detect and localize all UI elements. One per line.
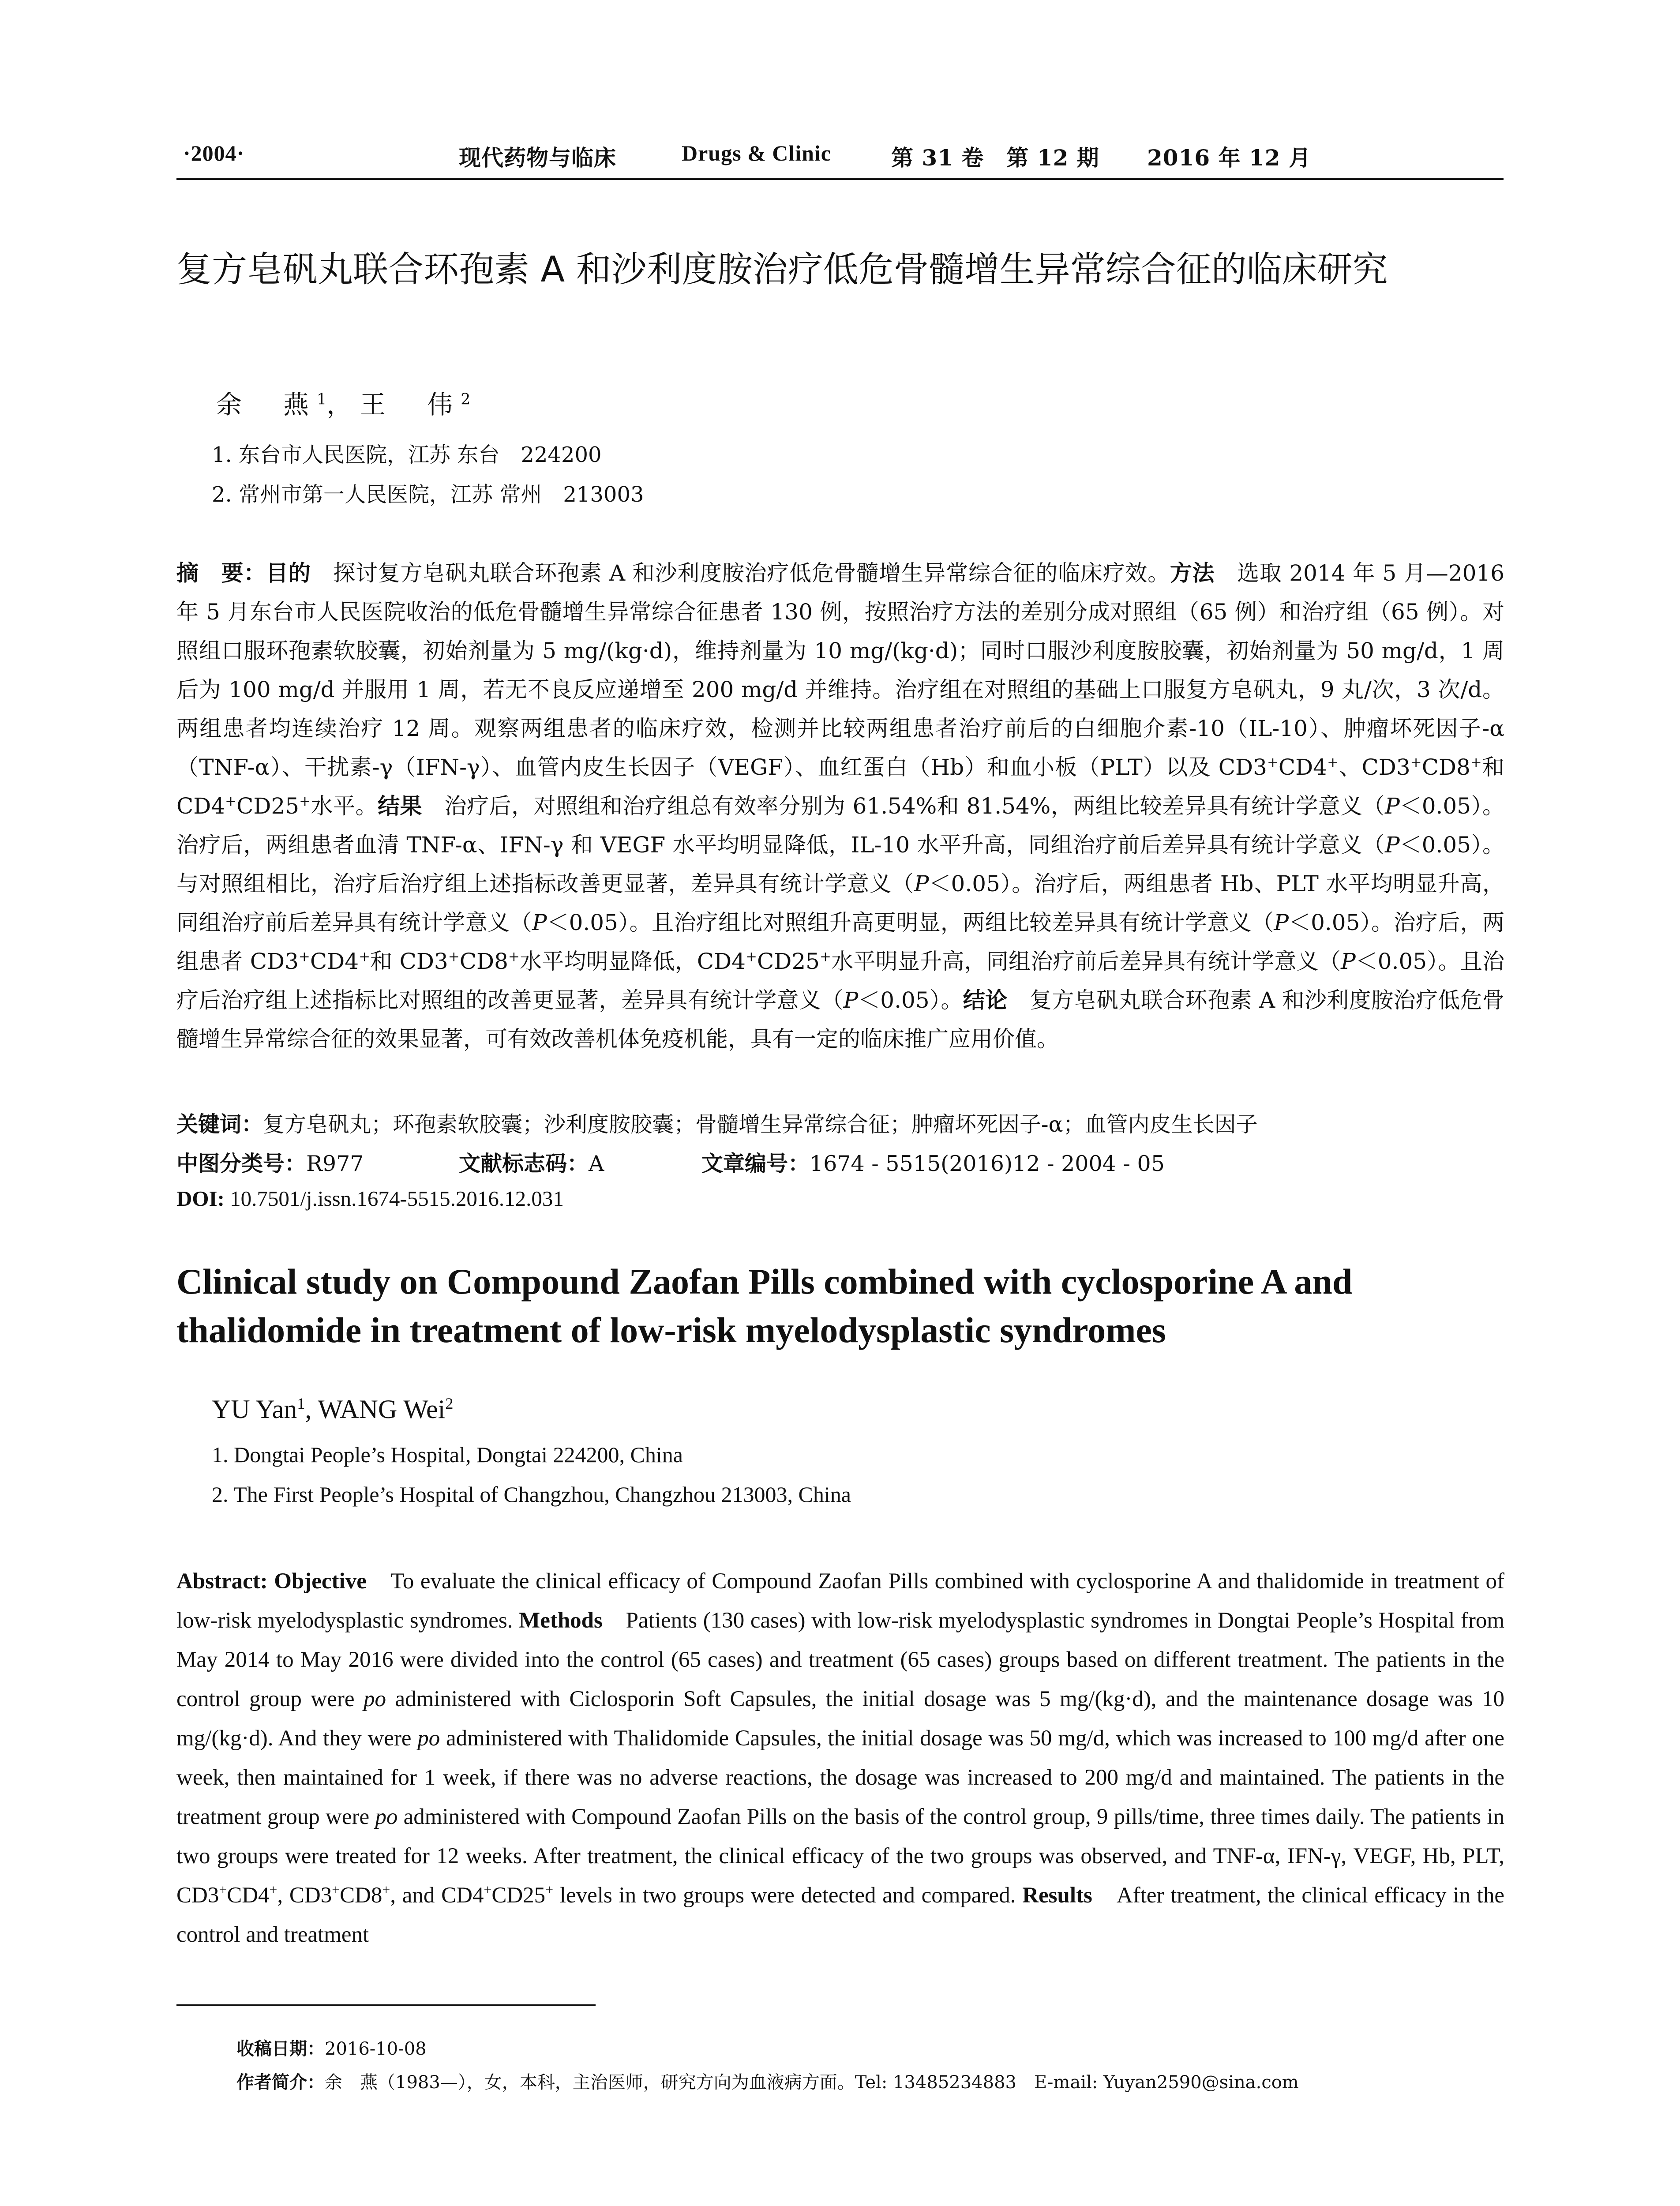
- superscript: +: [1327, 754, 1339, 771]
- superscript: +: [269, 1882, 278, 1898]
- cn-results-text: 水平均明显降低，CD4: [519, 949, 746, 974]
- cn-methods-text: CD8: [1421, 754, 1470, 780]
- en-methods-text: CD25: [491, 1883, 546, 1908]
- cn-results-text: ＜0.05）。且治疗组比对照组升高更明显，两组比较差异具有统计学意义（: [547, 910, 1274, 935]
- cn-affiliation-2: 2. 常州市第一人民医院，江苏 常州 213003: [212, 482, 644, 507]
- cn-results-text: ＜0.05）。与对照组相比，治疗后治疗组上述指标改善更显著，差异具有统计学意义（: [176, 832, 1505, 897]
- superscript: +: [508, 949, 520, 965]
- cn-author-2: 王 伟: [360, 390, 461, 420]
- superscript: +: [1267, 754, 1279, 771]
- en-methods-text: administered with Ciclosporin Soft Capsules, the initial dosage was 5 mg/(kg·d), and the maintenance dosage was 10 mg/(kg·d). And they were: [176, 1687, 1505, 1751]
- p-value-symbol: P: [914, 871, 929, 897]
- en-affiliation-1: 1. Dongtai People’s Hospital, Dongtai 224200, China: [212, 1442, 683, 1467]
- doi-value: 10.7501/j.issn.1674-5515.2016.12.031: [230, 1186, 564, 1211]
- en-methods-text: administered with Thalidomide Capsules, the initial dosage was 50 mg/d, which was increased to 100 mg/d after one week, then maintained for 1 week, if there was no adverse reactions, the dosage was increased to 200 mg/d and maintained. The patients in the treatment group were: [176, 1726, 1505, 1829]
- superscript: +: [299, 793, 311, 810]
- en-objective: To evaluate the clinical efficacy of Compound Zaofan Pills combined with cyclosporine A and thalidomide in treatment of low-risk myelodysplastic syndromes.: [176, 1569, 1504, 1633]
- cn-results-text: 水平明显升高，同组治疗前后差异具有统计学意义（: [831, 949, 1341, 974]
- en-affiliation-2: 2. The First People’s Hospital of Changzhou, Changzhou 213003, China: [212, 1482, 851, 1507]
- cn-methods-text: CD25: [236, 793, 300, 819]
- cn-objective: 探讨复方皂矾丸联合环孢素 A 和沙利度胺治疗低危骨髓增生异常综合征的临床疗效。: [311, 560, 1170, 586]
- cn-methods-label: 方法: [1170, 560, 1215, 586]
- cn-methods-text: CD4: [1278, 754, 1328, 780]
- superscript: +: [382, 1882, 390, 1898]
- author-bio-label: 作者简介：: [236, 2072, 325, 2093]
- en-author-1-affil: 1: [297, 1395, 305, 1412]
- cn-results-text: CD8: [459, 949, 508, 974]
- article-number-value: 1674 - 5515(2016)12 - 2004 - 05: [810, 1151, 1165, 1176]
- po-abbrev: po: [375, 1805, 398, 1829]
- article-number-label: 文章编号：: [701, 1151, 810, 1176]
- superscript: +: [298, 949, 310, 965]
- clc-value: R977: [306, 1151, 364, 1176]
- cn-objective-label: 目的: [266, 560, 311, 586]
- cn-conclusion-label: 结论: [963, 987, 1008, 1013]
- cn-author-1: 余 燕: [216, 390, 317, 420]
- header-rule: [176, 178, 1504, 180]
- doc-code-value: A: [589, 1151, 604, 1176]
- p-value-symbol: P: [1385, 832, 1400, 858]
- cn-keywords-text: 复方皂矾丸；环孢素软胶囊；沙利度胺胶囊；骨髓增生异常综合征；肿瘤坏死因子-α；血管内皮生长因子: [263, 1112, 1258, 1137]
- footnote-rule: [176, 2004, 596, 2006]
- p-value-symbol: P: [1341, 949, 1356, 974]
- superscript: +: [359, 949, 371, 965]
- cn-results-text: ＜0.05）。治疗后，两组患者血清 TNF-α、IFN-γ 和 VEGF 水平均明显降低，IL-10 水平升高，同组治疗前后差异具有统计学意义（: [176, 793, 1505, 858]
- en-authors: [212, 1394, 453, 1425]
- en-results-label: Results: [1022, 1883, 1092, 1908]
- cn-abstract-label: 摘 要：: [176, 560, 266, 586]
- superscript: +: [448, 949, 460, 965]
- en-methods-text: Patients (130 cases) with low-risk myelodysplastic syndromes in Dongtai People’s Hospital from May 2014 to May 2016 were divided into the control (65 cases) and treatment (65 cases) groups based on different treatment. The patients in the control group were: [176, 1608, 1504, 1711]
- doi: [176, 1186, 564, 1211]
- superscript: +: [1470, 754, 1482, 771]
- author-bio-text: 余 燕（1983—），女，本科，主治医师，研究方向为血液病方面。Tel: 13485234883 E-mail: Yuyan2590@sina.com: [325, 2072, 1299, 2093]
- en-author-sep: ,: [305, 1395, 318, 1424]
- en-author-1: YU Yan: [212, 1395, 297, 1424]
- en-author-2-affil: 2: [445, 1395, 454, 1412]
- en-abstract: [176, 1562, 1504, 1955]
- p-value-symbol: P: [843, 987, 859, 1013]
- cn-title: 复方皂矾丸联合环孢素 A 和沙利度胺治疗低危骨髓增生异常综合征的临床研究: [176, 249, 1388, 290]
- superscript: +: [745, 949, 757, 965]
- page-number: ·2004·: [183, 141, 245, 165]
- superscript: +: [545, 1882, 554, 1898]
- cn-classification: [176, 1147, 364, 1178]
- cn-results-text: 治疗后，对照组和治疗组总有效率分别为 61.54%和 81.54%，两组比较差异具有统计学意义（: [422, 793, 1385, 819]
- superscript: +: [1410, 754, 1422, 771]
- cn-results-text: ＜0.05）。: [858, 987, 963, 1013]
- po-abbrev: po: [417, 1726, 440, 1751]
- cn-methods-text: 和 CD4: [176, 754, 1505, 819]
- en-methods-text: CD8: [340, 1883, 382, 1908]
- en-methods-text: CD4: [227, 1883, 270, 1908]
- cn-results-text: 和 CD3: [370, 949, 448, 974]
- cn-author-2-affil: 2: [461, 390, 471, 409]
- issue-date: 2016 年 12 月: [1147, 145, 1311, 171]
- journal-name-cn: 现代药物与临床: [459, 145, 616, 171]
- en-methods-text: , CD3: [277, 1883, 332, 1908]
- journal-name-en: Drugs & Clinic: [682, 141, 831, 165]
- en-abstract-label: Abstract: Objective: [176, 1569, 367, 1594]
- cn-conclusion: 复方皂矾丸联合环孢素 A 和沙利度胺治疗低危骨髓增生异常综合征的效果显著，可有效改善机体免疫机能，具有一定的临床推广应用价值。: [176, 987, 1505, 1052]
- cn-authors: [216, 384, 470, 421]
- received-date: [236, 2035, 427, 2060]
- cn-article-number: [701, 1147, 1165, 1178]
- en-results-text: After treatment, the clinical efficacy in the control and treatment: [176, 1883, 1504, 1947]
- en-methods-label: Methods: [519, 1608, 603, 1633]
- en-title: Clinical study on Compound Zaofan Pills combined with cyclosporine A and thalidomide in treatment of low-risk myelodysplastic syndromes: [176, 1261, 1353, 1350]
- received-label: 收稿日期：: [236, 2039, 325, 2059]
- clc-label: 中图分类号：: [176, 1151, 307, 1176]
- p-value-symbol: P: [1385, 793, 1400, 819]
- cn-doc-code: [459, 1147, 604, 1178]
- cn-keywords-label: 关键词：: [176, 1112, 263, 1137]
- cn-author-sep: ，: [326, 390, 360, 420]
- cn-methods-text: 、CD3: [1339, 754, 1410, 780]
- en-methods-text: administered with Compound Zaofan Pills on the basis of the control group, 9 pills/time, three times daily. The patients in two groups were treated for 12 weeks. After treatment, the clinical efficacy of the two groups was observed, and TNF-α, IFN-γ, VEGF, Hb, PLT, CD3: [176, 1805, 1504, 1908]
- p-value-symbol: P: [1274, 910, 1289, 935]
- superscript: +: [332, 1882, 340, 1898]
- cn-methods-text: 选取 2014 年 5 月—2016 年 5 月东台市人民医院收治的低危骨髓增生异常综合征患者 130 例，按照治疗方法的差别分成对照组（65 例）和治疗组（65 例）。对照组口服环孢素软胶囊，初始剂量为 5 mg/(kg·d)，维持剂量为 10 mg/(kg·d)；同时口服沙利度胺胶囊，初始剂量为 50 mg/d，1 周后为 100 mg/d 并服用 1 周，若无不良反应递增至 200 mg/d 并维持。治疗组在对照组的基础上口服复方皂矾丸，9 丸/次，3 次/d。两组患者均连续治疗 12 周。观察两组患者的临床疗效，检测并比较两组患者治疗前后的白细胞介素-10（IL-10）、肿瘤坏死因子-α（TNF-α）、干扰素-γ（IFN-γ）、血管内皮生长因子（VEGF）、血红蛋白（Hb）和血小板（PLT）以及 CD3: [176, 560, 1505, 780]
- superscript: +: [484, 1882, 492, 1898]
- cn-results-text: ＜0.05）。治疗后，两组患者 CD3: [176, 910, 1505, 974]
- cn-results-text: CD25: [757, 949, 820, 974]
- author-bio: [236, 2068, 1299, 2093]
- cn-results-label: 结果: [378, 793, 423, 819]
- cn-abstract: [176, 554, 1504, 1058]
- cn-results-text: ＜0.05）。治疗后，两组患者 Hb、PLT 水平均明显升高，同组治疗前后差异具有统计学意义（: [176, 871, 1505, 935]
- en-author-2: WANG Wei: [318, 1395, 446, 1424]
- doc-code-label: 文献标志码：: [459, 1151, 589, 1176]
- superscript: +: [819, 949, 831, 965]
- cn-author-1-affil: 1: [317, 390, 327, 409]
- en-methods-text: , and CD4: [390, 1883, 484, 1908]
- cn-keywords: [176, 1107, 1258, 1138]
- superscript: +: [219, 1882, 227, 1898]
- received-value: 2016-10-08: [325, 2039, 427, 2059]
- doi-label: DOI:: [176, 1186, 225, 1211]
- superscript: +: [225, 793, 237, 810]
- cn-affiliation-1: 1. 东台市人民医院，江苏 东台 224200: [212, 443, 602, 467]
- cn-results-text: CD4: [310, 949, 359, 974]
- cn-results-text: ＜0.05）。且治疗后治疗组上述指标比对照组的改善更显著，差异具有统计学意义（: [176, 949, 1504, 1013]
- volume-issue: 第 31 卷 第 12 期: [891, 145, 1099, 171]
- en-methods-text: levels in two groups were detected and compared.: [553, 1883, 1023, 1908]
- po-abbrev: po: [363, 1687, 386, 1711]
- cn-methods-text: 水平。: [311, 793, 378, 819]
- p-value-symbol: P: [532, 910, 547, 935]
